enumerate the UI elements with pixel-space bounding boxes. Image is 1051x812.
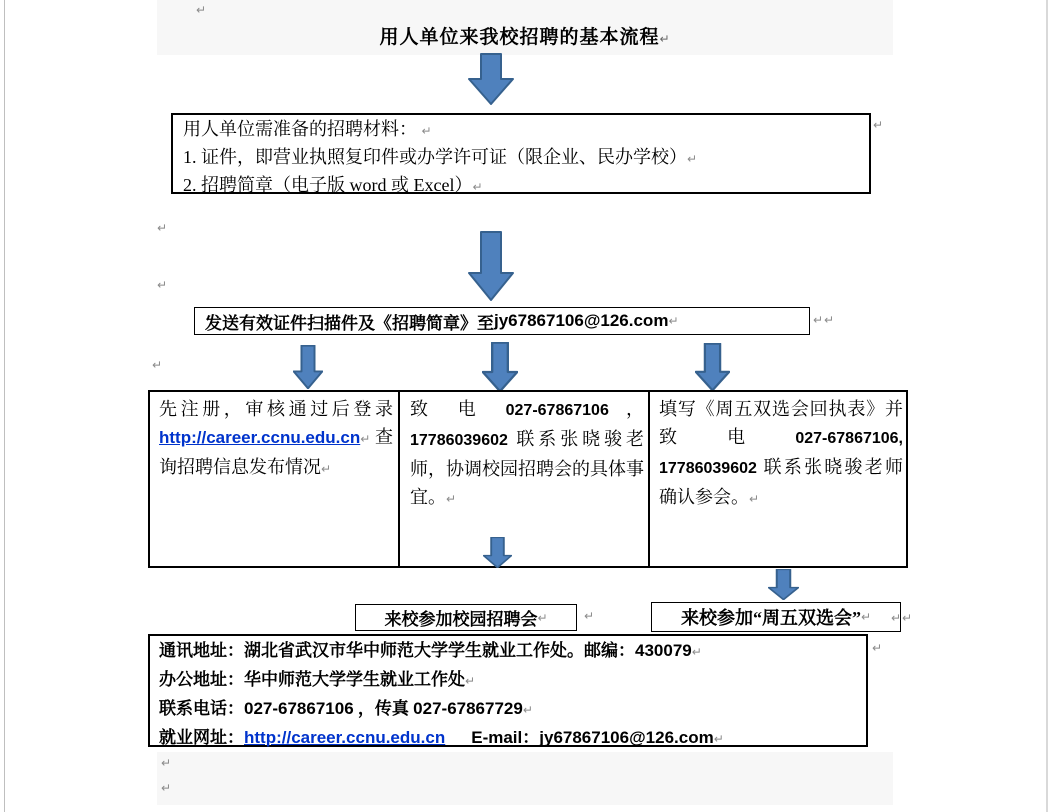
send-box-text: 发送有效证件扫描件及《招聘简章》至: [205, 313, 494, 333]
down-arrow-icon: [482, 342, 518, 392]
friday-fair-text: 来校参加“周五双选会”: [680, 608, 861, 628]
paragraph-mark-icon: ↵: [749, 492, 760, 506]
contact-line-web: [159, 724, 857, 753]
call-text-2: ，: [608, 399, 644, 419]
send-box-email: jy67867106@126.com: [494, 311, 669, 330]
down-arrow-icon: [483, 537, 512, 568]
materials-box: [171, 113, 871, 194]
contact-info-box: [148, 634, 868, 747]
down-arrow-icon: [293, 345, 323, 389]
call-text-1: 致 电: [410, 399, 506, 419]
materials-line-3-text: 2. 招聘简章（电子版 word 或 Excel）: [183, 175, 473, 195]
paragraph-mark-icon: ↵: [446, 492, 457, 506]
paragraph-mark-icon: ↵: [421, 124, 432, 138]
page-title-text: 用人单位来我校招聘的基本流程: [379, 27, 660, 48]
paragraph-mark-icon: ↵: [687, 152, 698, 166]
options-table: [148, 390, 908, 568]
postal-code: 430079: [635, 641, 692, 660]
career-site-link[interactable]: http://career.ccnu.edu.cn: [159, 428, 361, 447]
paragraph-mark-icon: ↵: [360, 432, 371, 446]
paragraph-mark-icon: ↵: [537, 610, 548, 625]
materials-line-2: [183, 144, 859, 172]
call-phone-1: 027-67867106: [505, 402, 609, 419]
friday-text-2: 联系张晓骏老师确认参会。: [659, 457, 903, 507]
option-register-cell: [159, 395, 393, 483]
register-text-post: 查询招聘信息发布情况: [159, 427, 393, 477]
paragraph-mark-icon: ↵: [659, 32, 671, 46]
contact-line-mailing: [159, 637, 857, 666]
paragraph-mark-icon: ↵: [196, 3, 207, 17]
down-arrow-icon: [468, 53, 514, 105]
window-right-edge: [1046, 0, 1048, 812]
paragraph-mark-icon: ↵: [668, 314, 679, 328]
friday-fair-box: [651, 602, 901, 632]
office-text: 华中师范大学学生就业工作处: [244, 670, 465, 689]
down-arrow-icon: [768, 569, 799, 600]
friday-phone-2: 17786039602: [659, 460, 757, 477]
email-address: jy67867106@126.com: [539, 728, 714, 747]
paragraph-mark-icon: ↵: [465, 674, 476, 688]
phone-number: 027-67867106: [244, 699, 354, 718]
materials-line-3: [183, 172, 859, 200]
paragraph-mark-icon: ↵: [872, 641, 883, 655]
materials-line-1: [183, 116, 859, 144]
paragraph-mark-icon: ↵: [157, 221, 168, 235]
paragraph-mark-icon: ↵: [161, 756, 172, 770]
paragraph-mark-icon: ↵: [813, 313, 824, 327]
paragraph-mark-icon: ↵: [860, 610, 872, 624]
call-text-3: 联系张晓骏老师，协调校园招聘会的具体事宜。: [410, 429, 644, 507]
paragraph-mark-icon: ↵: [902, 611, 913, 625]
paragraph-mark-icon: ↵: [713, 732, 724, 746]
paragraph-mark-icon: ↵: [152, 358, 163, 372]
paragraph-mark-icon: ↵: [584, 609, 595, 623]
campus-fair-text: 来校参加校园招聘会: [384, 610, 538, 629]
call-phone-2: 17786039602: [410, 432, 508, 449]
paragraph-mark-icon: ↵: [522, 703, 533, 717]
contact-line-phone: [159, 695, 857, 724]
paragraph-mark-icon: ↵: [157, 278, 168, 292]
footer-band: [157, 752, 893, 805]
paragraph-mark-icon: ↵: [161, 781, 172, 795]
option-call-cell: [410, 395, 644, 513]
office-label: 办公地址：: [159, 670, 244, 689]
phone-label: 联系电话：: [159, 699, 244, 718]
paragraph-mark-icon: ↵: [891, 611, 902, 625]
mailing-label: 通讯地址：: [159, 641, 244, 660]
down-arrow-icon: [695, 343, 730, 391]
option-friday-cell: [659, 395, 903, 513]
friday-text-1: 填写《周五双选会回执表》并 致 电: [659, 399, 903, 447]
friday-phone-1: 027-67867106,: [795, 430, 903, 447]
window-left-edge: [4, 0, 5, 812]
contact-line-office: [159, 666, 857, 695]
fax-number: 027-67867729: [413, 699, 523, 718]
down-arrow-icon: [468, 231, 514, 301]
register-text-pre: 先注册，审核通过后登录: [159, 399, 393, 419]
email-label: E-mail：: [471, 728, 540, 747]
paragraph-mark-icon: ↵: [472, 180, 483, 194]
mailing-text: 湖北省武汉市华中师范大学学生就业工作处。邮编：: [244, 641, 635, 660]
paragraph-mark-icon: ↵: [824, 313, 835, 327]
fax-label: ，传真: [353, 699, 414, 718]
career-site-link[interactable]: http://career.ccnu.edu.cn: [244, 728, 446, 747]
website-label: 就业网址：: [159, 728, 244, 747]
materials-line-1-text: 用人单位需准备的招聘材料：: [183, 119, 417, 139]
paragraph-mark-icon: ↵: [873, 118, 884, 132]
paragraph-mark-icon: ↵: [321, 462, 332, 476]
page-title: [157, 22, 893, 49]
campus-fair-box: [355, 604, 577, 631]
send-documents-box: [194, 307, 810, 335]
table-column-divider: [398, 392, 400, 566]
paragraph-mark-icon: ↵: [691, 645, 702, 659]
materials-line-2-text: 1. 证件，即营业执照复印件或办学许可证（限企业、民办学校）: [183, 147, 687, 167]
table-column-divider: [648, 392, 650, 566]
